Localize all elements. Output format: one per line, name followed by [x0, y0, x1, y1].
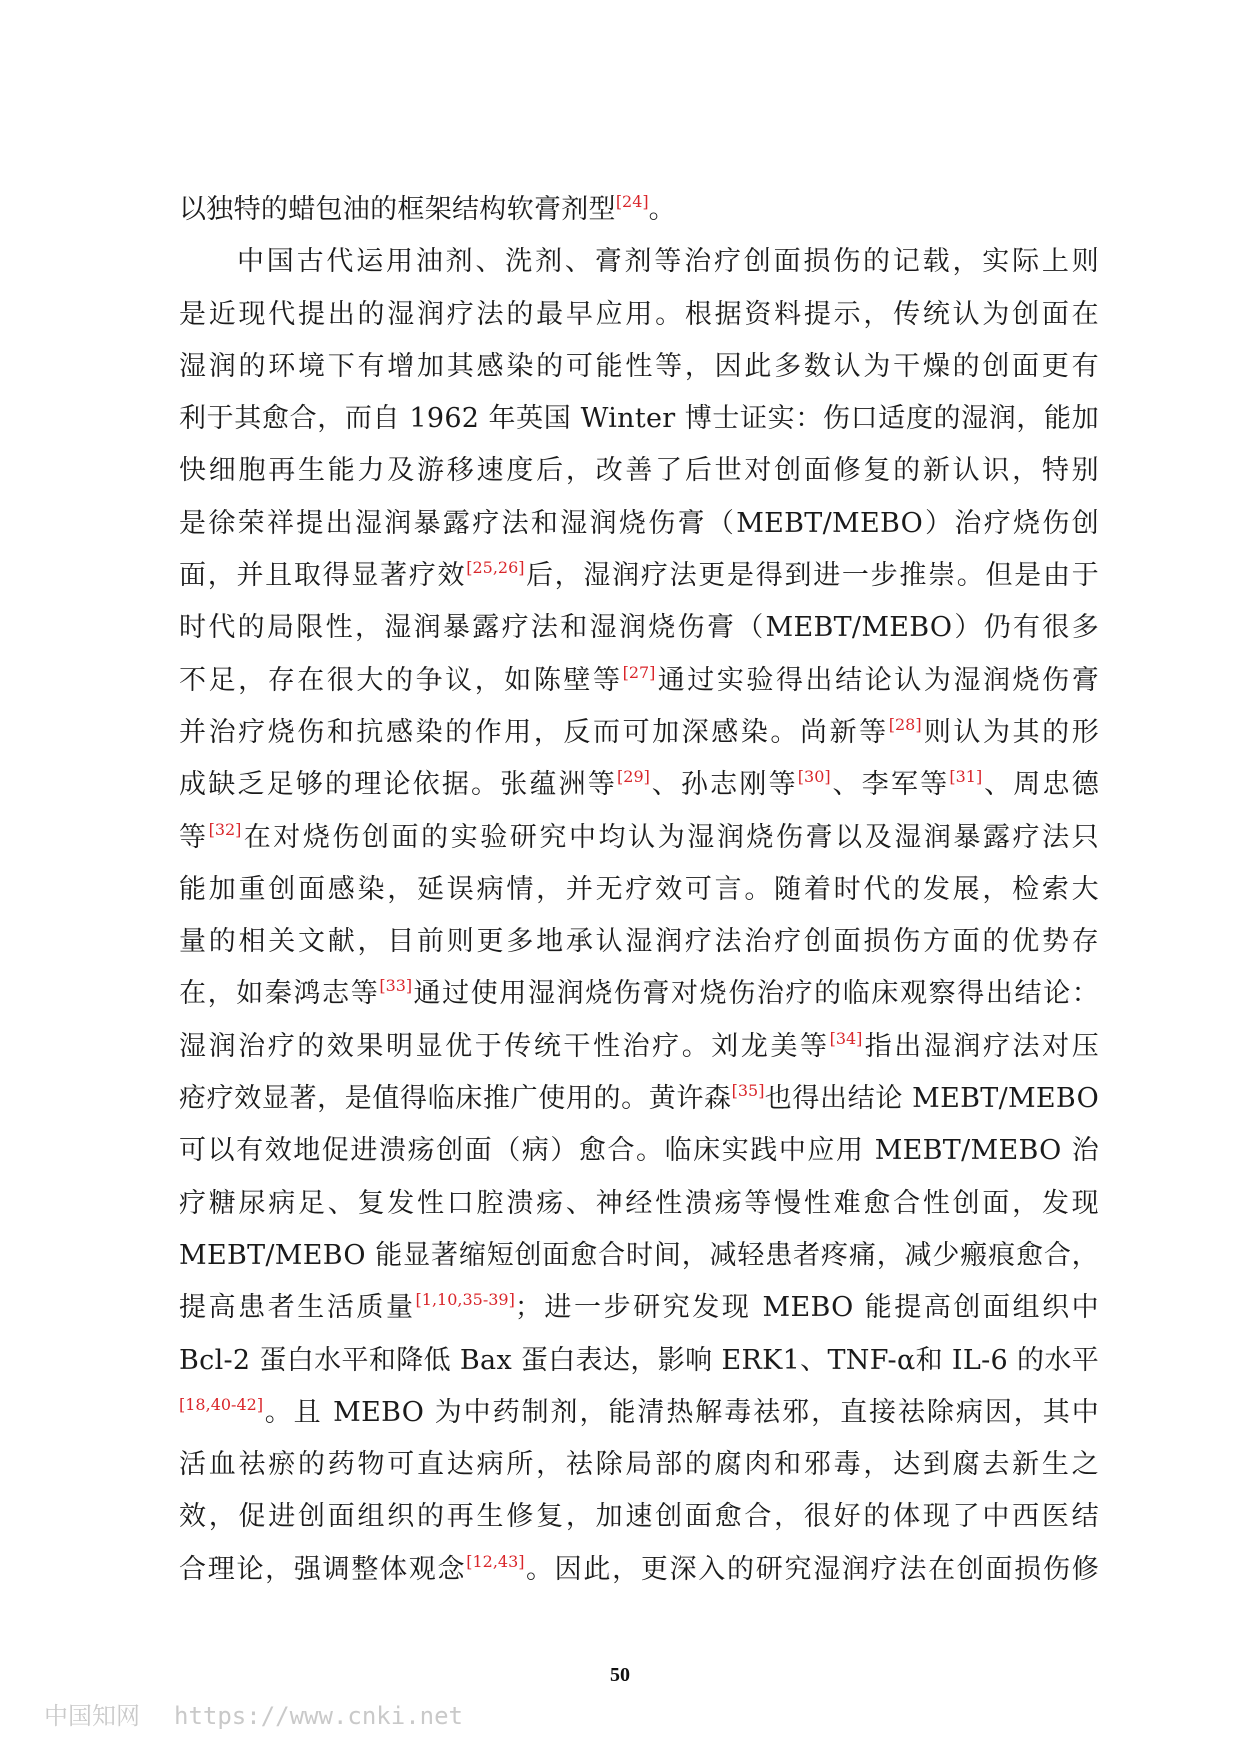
citation-ref[interactable]: [28] [888, 714, 922, 734]
text-run: 。因此，更深入的研究湿润疗法在创面损伤修 [524, 1553, 1099, 1585]
text-line [179, 341, 1099, 393]
text-line [179, 1125, 1099, 1177]
citation-ref[interactable]: [35] [731, 1081, 765, 1101]
text-run: 提高患者生活质量 [179, 1292, 416, 1324]
citation-ref[interactable]: [30] [797, 767, 831, 787]
text-run: 湿润治疗的效果明显优于传统干性治疗。刘龙美等 [179, 1030, 830, 1062]
text-run: 面，并且取得显著疗效 [179, 560, 467, 592]
text-line [179, 707, 1099, 759]
citation-ref[interactable]: [24] [615, 192, 649, 211]
text-line [179, 1387, 1099, 1439]
text-line [179, 1178, 1099, 1230]
citation-ref[interactable]: [32] [208, 819, 242, 839]
text-line [179, 1491, 1099, 1543]
text-run: 以独特的蜡包油的框架结构软膏剂型 [179, 194, 616, 225]
cnki-watermark [44, 1696, 463, 1731]
text-run: 在，如秦鸿志等 [179, 978, 380, 1010]
text-run: 并治疗烧伤和抗感染的作用，反而可加深感染。尚新等 [179, 716, 889, 748]
text-line [179, 498, 1099, 550]
text-run: 后，湿润疗法更是得到进一步推崇。但是由于 [524, 560, 1099, 592]
text-line [179, 864, 1099, 916]
paragraph [179, 236, 1099, 1596]
text-run: 效，促进创面组织的再生修复，加速创面愈合，很好的体现了中西医结 [179, 1501, 1099, 1533]
text-run: 则认为其的形 [921, 716, 1099, 748]
text-run: 活血祛瘀的药物可直达病所，祛除局部的腐肉和邪毒，达到腐去新生之 [179, 1449, 1099, 1481]
text-line [179, 759, 1099, 811]
text-run: 。 [648, 194, 676, 225]
text-line [179, 1282, 1099, 1334]
citation-ref[interactable]: [27] [622, 662, 656, 682]
text-run: 是徐荣祥提出湿润暴露疗法和湿润烧伤膏（MEBT/MEBO）治疗烧伤创 [179, 507, 1099, 539]
text-run: 、孙志刚等 [649, 769, 798, 801]
text-line [179, 1544, 1099, 1596]
text-line [179, 550, 1099, 602]
text-run: 、周忠德 [982, 769, 1100, 801]
text-run: 在对烧伤创面的实验研究中均认为湿润烧伤膏以及湿润暴露疗法只 [241, 821, 1099, 853]
text-run: 通过使用湿润烧伤膏对烧伤治疗的临床观察得出结论： [412, 978, 1099, 1010]
text-line [179, 236, 1099, 288]
text-line [179, 602, 1099, 654]
citation-ref[interactable]: [33] [379, 976, 413, 996]
text-line [179, 812, 1099, 864]
text-line [179, 1230, 1099, 1282]
citation-ref[interactable]: [29] [617, 767, 650, 787]
text-run: 合理论，强调整体观念 [179, 1553, 467, 1585]
text-line [179, 1073, 1099, 1125]
page-number: 50 [610, 1664, 630, 1686]
text-run: MEBT/MEBO 能显著缩短创面愈合时间，减轻患者疼痛，减少瘢痕愈合， [179, 1239, 1099, 1271]
text-line [179, 1335, 1099, 1387]
text-run: 湿润的环境下有增加其感染的可能性等，因此多数认为干燥的创面更有 [179, 350, 1099, 382]
text-run: 不足，存在很大的争议，如陈壁等 [179, 664, 623, 696]
citation-ref[interactable]: [31] [949, 767, 983, 787]
text-run: 。且 MEBO 为中药制剂，能清热解毒祛邪，直接祛除病因，其中 [263, 1396, 1099, 1428]
text-run: 等 [179, 821, 209, 853]
text-run: 疮疗效显著，是值得临床推广使用的。黄许森 [179, 1083, 732, 1115]
text-run: 能加重创面感染，延误病情，并无疗效可言。随着时代的发展，检索大 [179, 873, 1099, 905]
text-run: 成缺乏足够的理论依据。张蕴洲等 [179, 769, 618, 801]
citation-ref[interactable]: [12,43] [466, 1551, 525, 1571]
watermark-brand: 中国知网 [44, 1702, 140, 1730]
citation-ref[interactable]: [18,40-42] [179, 1394, 264, 1414]
text-run: 可以有效地促进溃疡创面（病）愈合。临床实践中应用 MEBT/MEBO 治 [179, 1135, 1099, 1167]
citation-ref[interactable]: [34] [829, 1028, 863, 1048]
text-run: 是近现代提出的湿润疗法的最早应用。根据资料提示，传统认为创面在 [179, 298, 1099, 330]
text-run: 利于其愈合，而自 1962 年英国 Winter 博士证实：伤口适度的湿润，能加 [179, 403, 1099, 435]
watermark-url[interactable]: https://www.cnki.net [174, 1702, 463, 1730]
text-run: Bcl-2 蛋白水平和降低 Bax 蛋白表达，影响 ERK1、TNF-α和 IL-6 的水平 [179, 1344, 1099, 1376]
text-run: 通过实验得出结论认为湿润烧伤膏 [655, 664, 1099, 696]
text-run: ；进一步研究发现 MEBO 能提高创面组织中 [514, 1292, 1099, 1324]
body-text [179, 184, 1099, 1596]
citation-ref[interactable]: [25,26] [466, 558, 525, 578]
text-line [179, 445, 1099, 497]
citation-ref[interactable]: [1,10,35-39] [415, 1290, 515, 1310]
text-line [179, 1439, 1099, 1491]
text-line [179, 655, 1099, 707]
text-run: 疗糖尿病足、复发性口腔溃疡、神经性溃疡等慢性难愈合性创面，发现 [179, 1187, 1099, 1219]
paragraph [179, 184, 1099, 236]
text-line [179, 968, 1099, 1020]
text-line [179, 1021, 1099, 1073]
text-run: 时代的局限性，湿润暴露疗法和湿润烧伤膏（MEBT/MEBO）仍有很多 [179, 612, 1099, 644]
text-run: 中国古代运用油剂、洗剂、膏剂等治疗创面损伤的记载，实际上则 [237, 246, 1099, 278]
text-line [179, 916, 1099, 968]
text-line [179, 289, 1099, 341]
text-run: 指出湿润疗法对压 [862, 1030, 1099, 1062]
text-run: 量的相关文献，目前则更多地承认湿润疗法治疗创面损伤方面的优势存 [179, 926, 1099, 958]
text-run: 快细胞再生能力及游移速度后，改善了后世对创面修复的新认识，特别 [179, 455, 1099, 487]
text-line [179, 393, 1099, 445]
text-run: 、李军等 [830, 769, 950, 801]
text-run: 也得出结论 MEBT/MEBO [764, 1083, 1100, 1115]
text-line [179, 184, 1099, 236]
